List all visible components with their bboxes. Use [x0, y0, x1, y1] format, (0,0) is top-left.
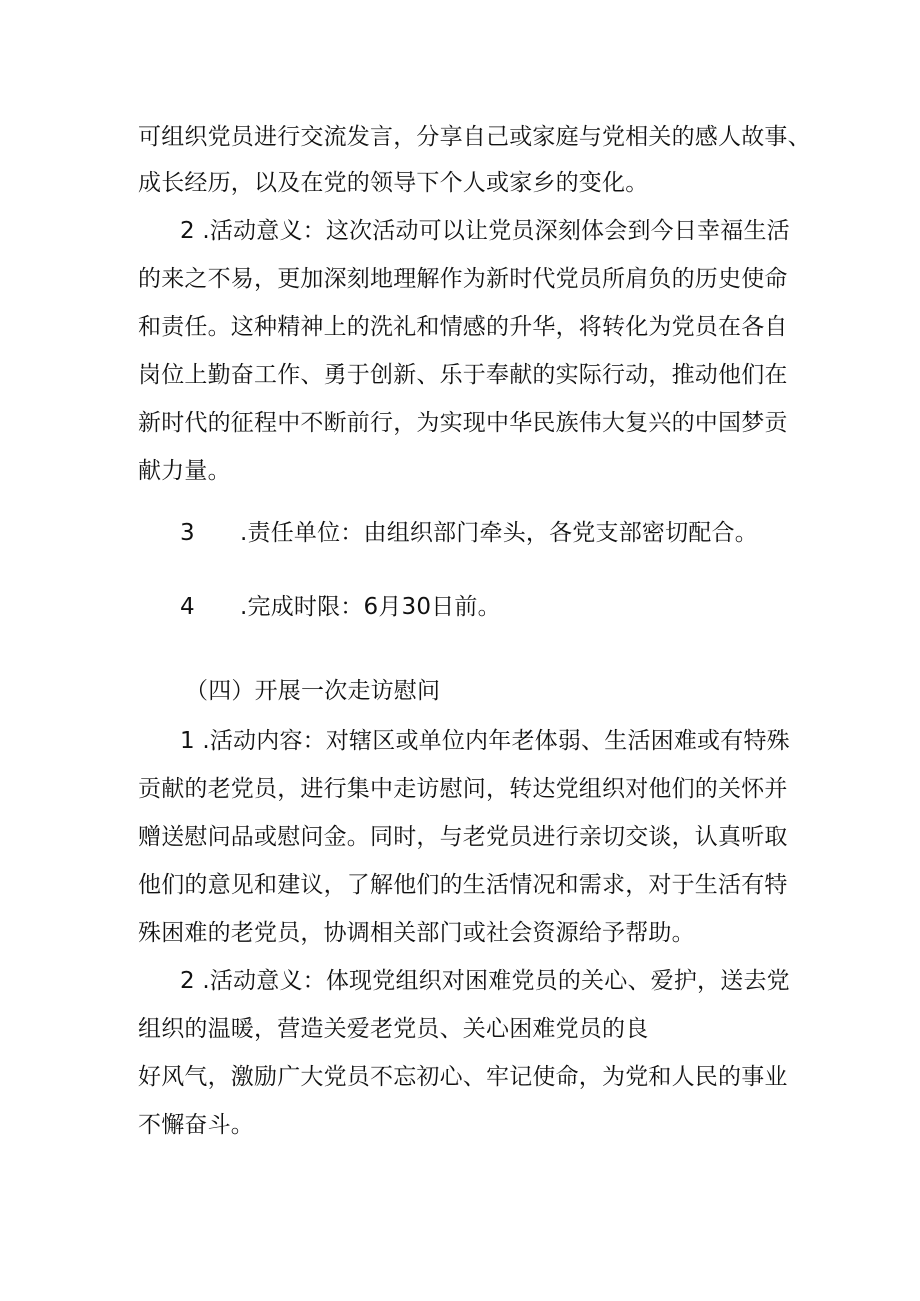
paragraph-line: 好风气，激励广大党员不忘初心、牢记使命，为党和人民的事业 [138, 1064, 788, 1090]
paragraph-line: 的来之不易，更加深刻地理解作为新时代党员所肩负的历史使命 [138, 266, 788, 292]
paragraph-line: 新时代的征程中不断前行，为实现中华民族伟大复兴的中国梦贡 [138, 410, 788, 436]
paragraph-line: 他们的意见和建议，了解他们的生活情况和需求，对于生活有特 [138, 872, 788, 898]
paragraph-line: 殊困难的老党员，协调相关部门或社会资源给予帮助。 [138, 920, 695, 946]
section-heading: （四）开展一次走访慰问 [185, 678, 441, 704]
paragraph-line: 岗位上勤奋工作、勇于创新、乐于奉献的实际行动，推动他们在 [138, 362, 788, 388]
paragraph-line: .完成时限：6月30日前。 [240, 594, 501, 620]
paragraph-line: 可组织党员进行交流发言，分享自己或家庭与党相关的感人故事、 [138, 124, 811, 150]
paragraph-line: 2 .活动意义：体现党组织对困难党员的关心、爱护，送去党 [180, 968, 790, 994]
paragraph-line: 和责任。这种精神上的洗礼和情感的升华，将转化为党员在各自 [138, 314, 788, 340]
paragraph-line: 2 .活动意义：这次活动可以让党员深刻体会到今日幸福生活 [180, 218, 790, 244]
paragraph-line: 献力量。 [138, 458, 231, 484]
paragraph-line: 成长经历，以及在党的领导下个人或家乡的变化。 [138, 170, 649, 196]
list-number: 4 [180, 594, 195, 620]
paragraph-line: .责任单位：由组织部门牵头，各党支部密切配合。 [240, 520, 758, 546]
list-number: 3 [180, 520, 195, 546]
paragraph-line: 组织的温暖，营造关爱老党员、关心困难党员的良 [138, 1016, 649, 1042]
paragraph-line: 1 .活动内容：对辖区或单位内年老体弱、生活困难或有特殊 [180, 728, 790, 754]
paragraph-line: 不懈奋斗。 [138, 1112, 254, 1138]
paragraph-line: 赠送慰问品或慰问金。同时，与老党员进行亲切交谈，认真听取 [138, 824, 788, 850]
paragraph-line: 贡献的老党员，进行集中走访慰问，转达党组织对他们的关怀并 [138, 776, 788, 802]
